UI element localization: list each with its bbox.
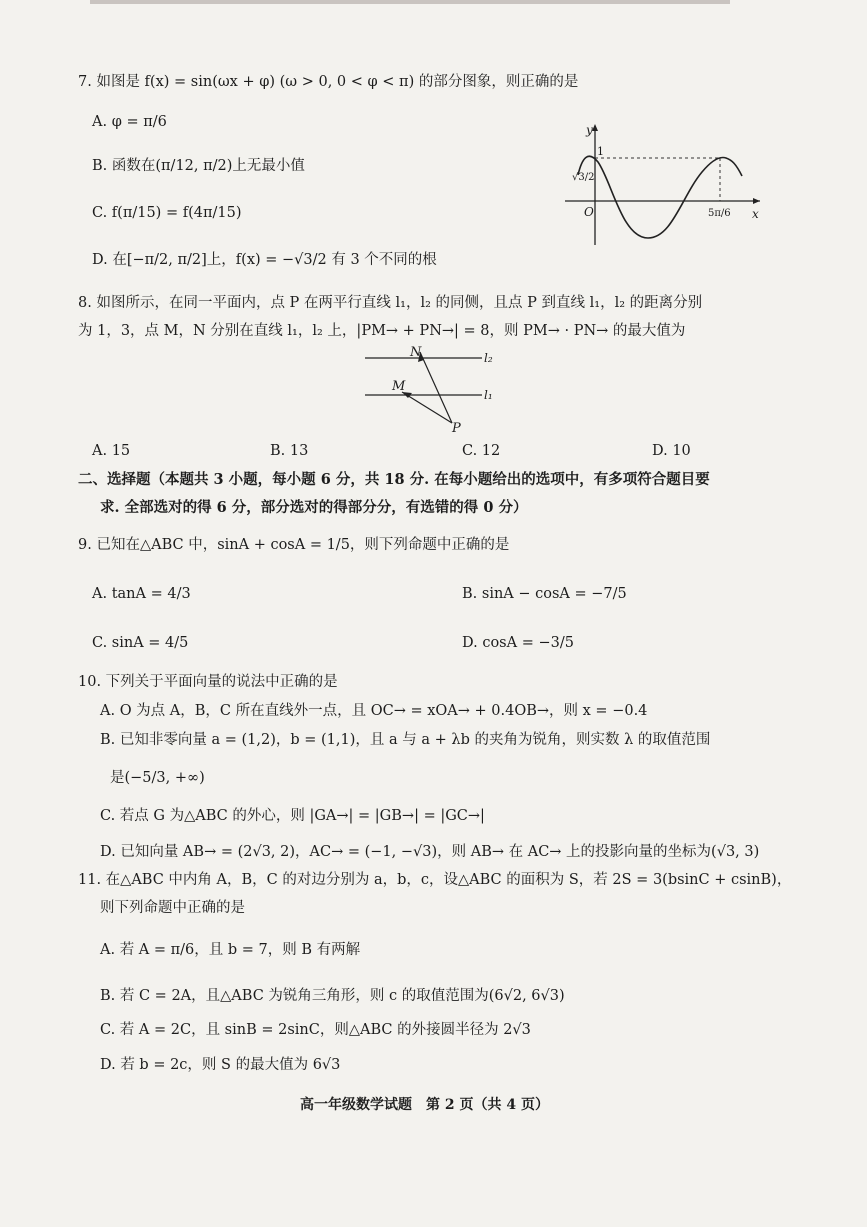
q10-option-c: C. 若点 G 为△ABC 的外心，则 |GA→| = |GB→| = |GC→| <box>100 808 485 824</box>
q11-option-c: C. 若 A = 2C，且 sinB = 2sinC，则△ABC 的外接圆半径为 2√3 <box>100 1022 531 1038</box>
x-axis-label: x <box>752 207 759 221</box>
q7-option-a: A. φ = π/6 <box>92 114 167 130</box>
q10-option-a: A. O 为点 A，B，C 所在直线外一点，且 OC→ = xOA→ + 0.4OB→，则 x = −0.4 <box>100 703 648 719</box>
q8-option-b: B. 13 <box>270 443 309 459</box>
q10-option-d: D. 已知向量 AB→ = (2√3, 2)，AC→ = (−1, −√3)，则 AB→ 在 AC→ 上的投影向量的坐标为(√3, 3) <box>100 844 760 860</box>
q8-parallel-lines-figure <box>360 340 510 435</box>
section-2-heading-line-2: 求. 全部选对的得 6 分，部分选对的得部分分，有选错的得 0 分） <box>100 499 528 516</box>
x-axis-arrow-icon <box>753 198 760 204</box>
l2-label: l₂ <box>484 351 493 365</box>
q11-stem-line-1: 11. 在△ABC 中内角 A，B，C 的对边分别为 a，b，c，设△ABC 的面积为 S，若 2S = 3(bsinC + csinB)， <box>78 872 792 888</box>
l1-label: l₁ <box>484 388 493 402</box>
sqrt3-over-2-label: √3/2 <box>572 172 595 183</box>
q11-option-d: D. 若 b = 2c，则 S 的最大值为 6√3 <box>100 1057 341 1073</box>
value-one-label: 1 <box>597 145 604 158</box>
origin-label: O <box>584 205 594 219</box>
q9-option-a: A. tanA = 4/3 <box>92 586 191 602</box>
q7-stem: 7. 如图是 f(x) = sin(ωx + φ) (ω > 0, 0 < φ < π) 的部分图象，则正确的是 <box>78 74 579 90</box>
q10-stem: 10. 下列关于平面向量的说法中正确的是 <box>78 674 338 690</box>
point-m-label: M <box>392 379 406 394</box>
q7-option-b: B. 函数在(π/12, π/2)上无最小值 <box>92 158 305 174</box>
page-footer: 高一年级数学试题 第 2 页（共 4 页） <box>300 1097 549 1113</box>
section-2-heading-line-1: 二、选择题（本题共 3 小题，每小题 6 分，共 18 分. 在每小题给出的选项中，有多项符合题目要 <box>78 471 710 488</box>
q9-stem: 9. 已知在△ABC 中，sinA + cosA = 1/5，则下列命题中正确的是 <box>78 537 510 553</box>
point-n-label: N <box>410 345 422 360</box>
q8-stem-line-1: 8. 如图所示，在同一平面内，点 P 在两平行直线 l₁，l₂ 的同侧，且点 P 到直线 l₁，l₂ 的距离分别 <box>78 295 703 311</box>
q11-option-b: B. 若 C = 2A，且△ABC 为锐角三角形，则 c 的取值范围为(6√2, 6√3) <box>100 988 565 1004</box>
point-p-label: P <box>452 421 461 436</box>
q9-option-d: D. cosA = −3/5 <box>462 635 574 651</box>
q11-option-a: A. 若 A = π/6，且 b = 7，则 B 有两解 <box>100 942 361 958</box>
q8-stem-line-2: 为 1，3，点 M，N 分别在直线 l₁，l₂ 上，|PM→ + PN→| = 8，则 PM→ · PN→ 的最大值为 <box>78 323 686 339</box>
y-axis-label: y <box>586 123 593 137</box>
five-pi-over-6-label: 5π/6 <box>708 208 731 219</box>
q8-option-a: A. 15 <box>92 443 131 459</box>
q8-option-d: D. 10 <box>652 443 691 459</box>
y-axis-arrow-icon <box>592 124 598 131</box>
q10-option-b-line-2: 是(−5/3, +∞) <box>110 770 205 786</box>
sine-curve <box>578 156 742 238</box>
q7-sine-graph <box>560 120 770 250</box>
scan-edge <box>90 0 730 4</box>
q9-option-c: C. sinA = 4/5 <box>92 635 189 651</box>
q8-option-c: C. 12 <box>462 443 501 459</box>
q11-stem-line-2: 则下列命题中正确的是 <box>100 900 245 916</box>
q7-option-d: D. 在[−π/2, π/2]上，f(x) = −√3/2 有 3 个不同的根 <box>92 252 437 268</box>
vector-pn <box>420 352 452 423</box>
q10-option-b-line-1: B. 已知非零向量 a = (1,2)，b = (1,1)，且 a 与 a + λb 的夹角为锐角，则实数 λ 的取值范围 <box>100 732 711 748</box>
q9-option-b: B. sinA − cosA = −7/5 <box>462 586 627 602</box>
q7-option-c: C. f(π/15) = f(4π/15) <box>92 205 242 221</box>
